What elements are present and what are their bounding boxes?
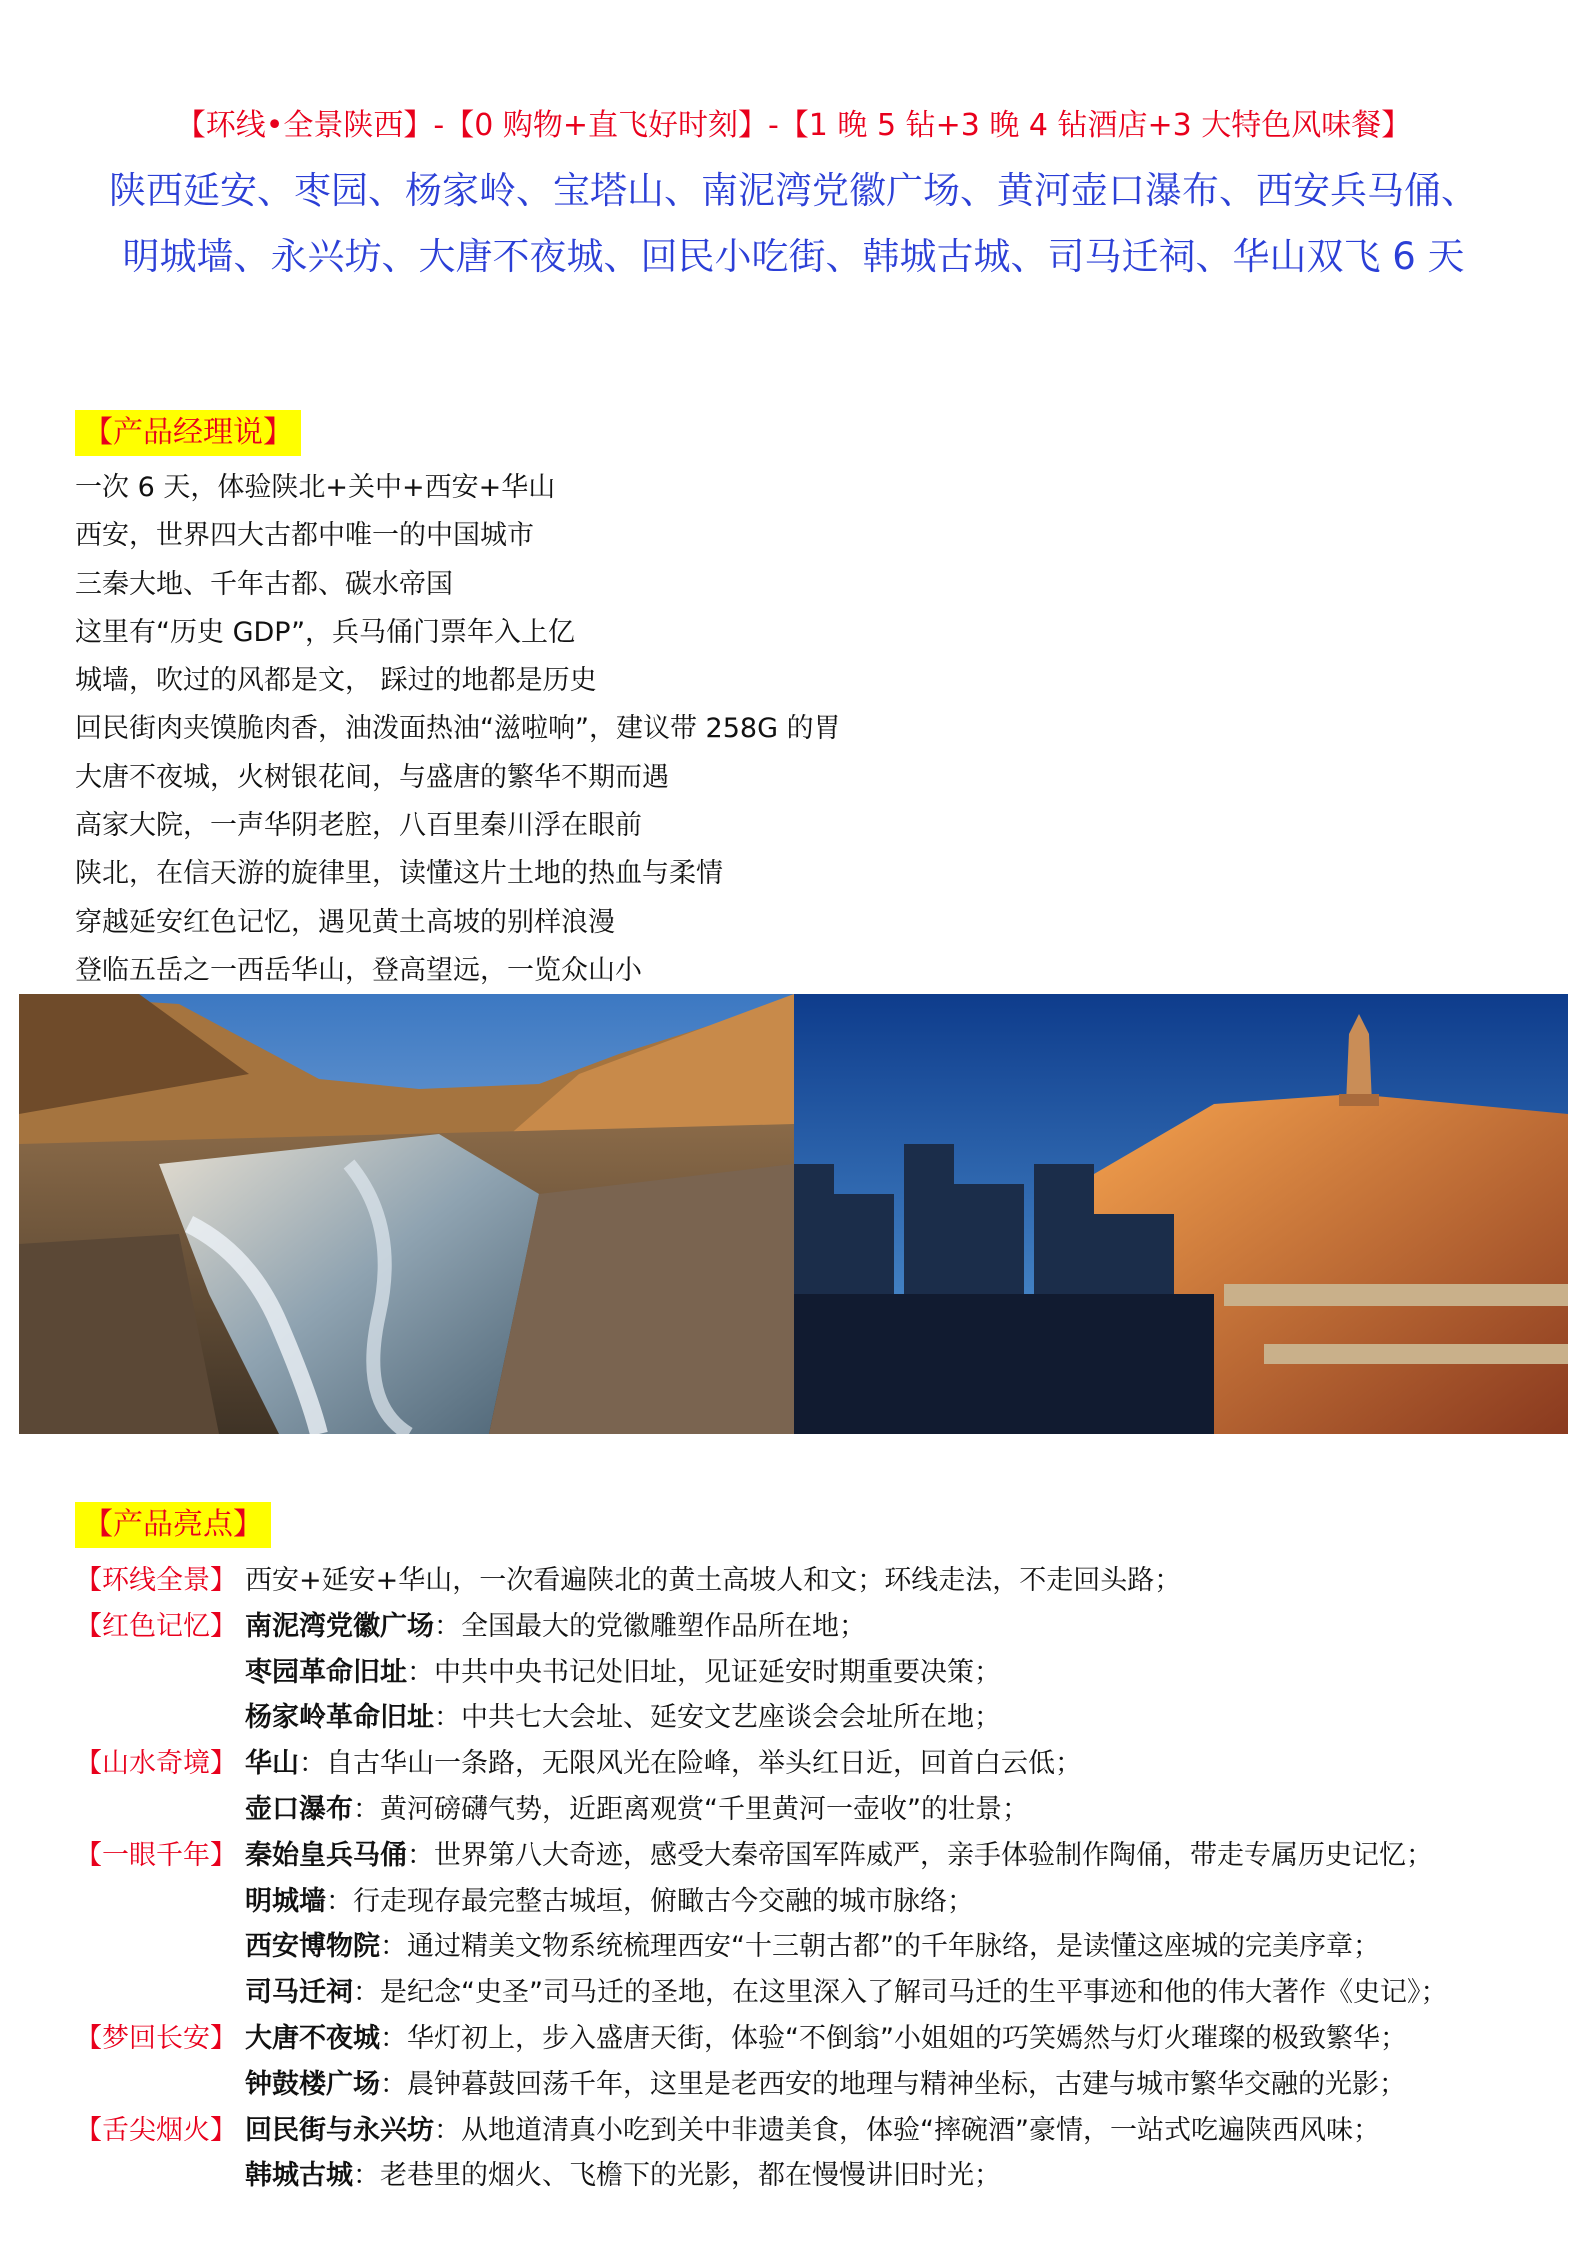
manager-lines (75, 464, 841, 995)
manager-line: 一次 6 天，体验陕北+关中+西安+华山 (75, 472, 556, 503)
highlight-text: 西安+延安+华山，一次看遍陕北的黄土高坡人和文；环线走法，不走回头路； (245, 1565, 1182, 1596)
highlight-row (75, 1787, 1447, 1833)
highlight-row (75, 1741, 1447, 1787)
highlight-name: 回民街与永兴坊 (245, 2114, 434, 2146)
highlight-row (75, 1924, 1447, 1970)
highlight-text: ：老巷里的烟火、飞檐下的光影，都在慢慢讲旧时光； (353, 2160, 1001, 2192)
highlight-text: ：中共七大会址、延安文艺座谈会会址所在地； (434, 1702, 1001, 1734)
highlight-name: 壶口瀑布 (245, 1793, 353, 1825)
highlight-name: 杨家岭革命旧址 (245, 1702, 434, 1734)
manager-line: 陕北，在信天游的旋律里，读懂这片土地的热血与柔情 (75, 858, 723, 890)
manager-line: 登临五岳之一西岳华山，登高望远，一览众山小 (75, 954, 642, 986)
manager-line: 大唐不夜城，火树银花间，与盛唐的繁华不期而遇 (75, 761, 669, 793)
highlight-row (75, 1879, 1447, 1925)
manager-line: 高家大院，一声华阴老腔，八百里秦川浮在眼前 (75, 810, 642, 842)
highlight-row (75, 1650, 1447, 1696)
title-line-3: 明城墙、永兴坊、大唐不夜城、回民小吃街、韩城古城、司马迁祠、华山双飞 6 天 (122, 235, 1465, 278)
highlight-text: ：行走现存最完整古城垣，俯瞰古今交融的城市脉络； (326, 1885, 974, 1917)
highlight-row (75, 2016, 1447, 2062)
highlight-name: 华山 (245, 1748, 299, 1780)
highlight-name: 秦始皇兵马俑 (245, 1839, 407, 1871)
highlight-name: 南泥湾党徽广场 (245, 1610, 434, 1642)
highlights-tag: 【产品亮点】 (75, 1502, 271, 1548)
highlight-row (75, 1833, 1447, 1879)
manager-tag: 【产品经理说】 (75, 410, 301, 456)
highlight-text: ：通过精美文物系统梳理西安“十三朝古都”的千年脉络，是读懂这座城的完美序章； (380, 1931, 1380, 1963)
highlights-list (75, 1558, 1447, 2199)
highlight-category: 【红色记忆】 (75, 1610, 237, 1642)
highlight-category: 【一眼千年】 (75, 1839, 237, 1871)
title-line-2: 陕西延安、枣园、杨家岭、宝塔山、南泥湾党徽广场、黄河壶口瀑布、西安兵马俑、 (109, 169, 1478, 212)
highlight-text: ：华灯初上，步入盛唐天街，体验“不倒翁”小姐姐的巧笑嫣然与灯火璀璨的极致繁华； (380, 2022, 1407, 2054)
highlight-name: 西安博物院 (245, 1931, 380, 1963)
highlight-text: ：全国最大的党徽雕塑作品所在地； (434, 1610, 866, 1642)
manager-line: 西安，世界四大古都中唯一的中国城市 (75, 520, 534, 552)
highlight-row (75, 2108, 1447, 2154)
highlight-name: 韩城古城 (245, 2160, 353, 2192)
highlight-text: ：黄河磅礴气势，近距离观赏“千里黄河一壶收”的壮景； (353, 1793, 1029, 1825)
title-line-1: 【环线•全景陕西】-【0 购物+直飞好时刻】-【1 晚 5 钻+3 晚 4 钻酒店+3 大特色风味餐】 (175, 108, 1412, 143)
highlight-text: ：中共中央书记处旧址，见证延安时期重要决策； (407, 1656, 1001, 1688)
highlight-name: 明城墙 (245, 1885, 326, 1917)
highlight-category: 【环线全景】 (75, 1565, 237, 1596)
highlight-text: ：是纪念“史圣”司马迁的圣地，在这里深入了解司马迁的生平事迹和他的伟大著作《史记》； (353, 1977, 1448, 2009)
highlight-row (75, 2153, 1447, 2199)
highlight-row (75, 1604, 1447, 1650)
highlight-name: 大唐不夜城 (245, 2022, 380, 2054)
pagoda-city-photo (794, 994, 1568, 1434)
highlight-name: 枣园革命旧址 (245, 1656, 407, 1688)
highlight-text: ：从地道清真小吃到关中非遗美食，体验“摔碗酒”豪情，一站式吃遍陕西风味； (434, 2114, 1380, 2146)
highlight-row (75, 2062, 1447, 2108)
highlight-category: 【舌尖烟火】 (75, 2114, 237, 2146)
highlight-text: ：自古华山一条路，无限风光在险峰，举头红日近，回首白云低； (299, 1748, 1082, 1780)
highlight-row (75, 1970, 1447, 2016)
highlight-text: ：世界第八大奇迹，感受大秦帝国军阵威严，亲手体验制作陶俑，带走专属历史记忆； (407, 1839, 1433, 1871)
highlight-row (75, 1558, 1447, 1604)
manager-line: 城墙，吹过的风都是文， 踩过的地都是历史 (75, 665, 597, 697)
waterfall-photo (19, 994, 794, 1434)
manager-line: 回民街肉夹馍脆肉香，油泼面热油“滋啦响”，建议带 258G 的胃 (75, 713, 841, 745)
highlight-text: ：晨钟暮鼓回荡千年，这里是老西安的地理与精神坐标，古建与城市繁华交融的光影； (380, 2068, 1406, 2100)
highlight-row (75, 1695, 1447, 1741)
manager-line: 穿越延安红色记忆，遇见黄土高坡的别样浪漫 (75, 906, 615, 938)
highlight-name: 钟鼓楼广场 (245, 2068, 380, 2100)
manager-line: 这里有“历史 GDP”，兵马俑门票年入上亿 (75, 616, 576, 648)
highlight-name: 司马迁祠 (245, 1977, 353, 2009)
highlight-category: 【山水奇境】 (75, 1748, 237, 1780)
highlight-category: 【梦回长安】 (75, 2022, 237, 2054)
manager-line: 三秦大地、千年古都、碳水帝国 (75, 568, 453, 600)
